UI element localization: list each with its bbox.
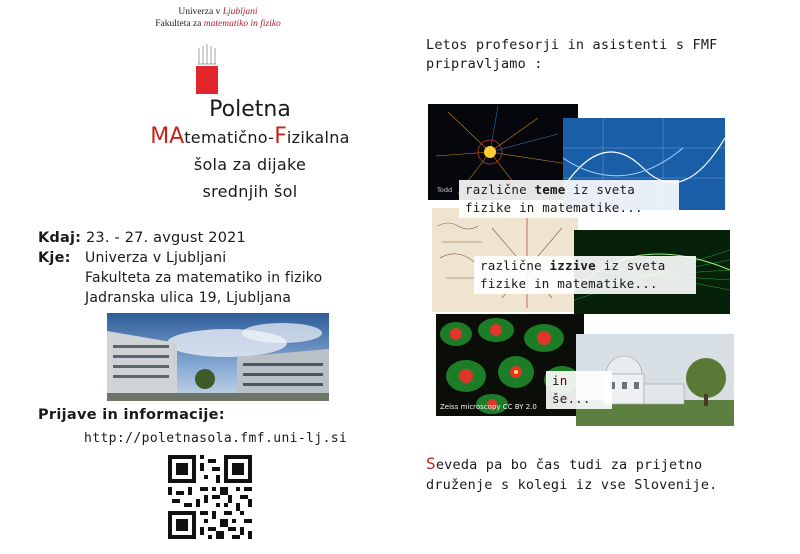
intro-line2: pripravljamo : bbox=[426, 56, 543, 72]
outro-line1: eveda pa bo čas tudi za prijetno bbox=[435, 457, 703, 473]
event-title bbox=[120, 96, 380, 205]
caption-themes-bold: teme bbox=[534, 182, 566, 197]
outro-first-letter: S bbox=[426, 454, 436, 473]
where-line-1: Univerza v Ljubljani bbox=[85, 250, 227, 266]
intro-text bbox=[426, 36, 766, 74]
uni-line1-italic: Ljubljani bbox=[222, 7, 258, 17]
caption-challenges-bold: izzive bbox=[549, 258, 596, 273]
title-line3: šola za dijake bbox=[193, 155, 307, 174]
where-line-3: Jadranska ulica 19, Ljubljana bbox=[85, 290, 292, 306]
outro-text bbox=[426, 454, 717, 495]
caption-challenges bbox=[474, 256, 696, 294]
title-red-f: F bbox=[274, 124, 287, 149]
when-row bbox=[38, 228, 246, 248]
outro-line2: druženje s kolegi iz vse Slovenije. bbox=[426, 477, 718, 493]
caption-themes-text-a: različne bbox=[465, 182, 535, 197]
caption-themes-text-b: iz sveta bbox=[565, 182, 635, 197]
microscopy-image-credit: Zeiss microscopy CC BY 2.0 bbox=[440, 403, 537, 411]
qr-code bbox=[168, 455, 252, 539]
title-line4: srednjih šol bbox=[202, 182, 298, 201]
registration-url-link[interactable]: http://poletnasola.fmf.uni-lj.si bbox=[84, 431, 348, 446]
where-line-2: Fakulteta za matematiko in fiziko bbox=[85, 270, 323, 286]
title-red-ma: MA bbox=[150, 124, 185, 149]
particle-image-credit: Todd bbox=[437, 186, 453, 194]
caption-and-more: in še... bbox=[546, 371, 612, 409]
caption-themes-line2: fizike in matematike... bbox=[465, 200, 643, 215]
title-end: izikalna bbox=[286, 128, 350, 147]
uni-line2: Fakulteta za bbox=[155, 19, 204, 29]
caption-themes bbox=[459, 180, 679, 218]
uni-line2-italic: matematiko in fiziko bbox=[203, 19, 281, 29]
when-label: Kdaj: bbox=[38, 230, 82, 246]
where-label-row bbox=[38, 248, 71, 268]
where-label: Kje: bbox=[38, 250, 71, 266]
campus-photo bbox=[107, 313, 329, 401]
registration-label: Prijave in informacije: bbox=[38, 407, 225, 423]
where-address bbox=[85, 248, 322, 308]
title-line1: Poletna bbox=[209, 97, 291, 122]
caption-challenges-text-a: različne bbox=[480, 258, 550, 273]
caption-challenges-text-b: iz sveta bbox=[595, 258, 666, 273]
uni-line1: Univerza v bbox=[178, 7, 223, 17]
university-header bbox=[143, 6, 293, 30]
when-value: 23. - 27. avgust 2021 bbox=[85, 230, 246, 246]
intro-line1: Letos profesorji in asistenti s FMF bbox=[426, 37, 718, 53]
title-mid: tematično- bbox=[184, 128, 275, 147]
caption-challenges-line2: fizike in matematike... bbox=[480, 276, 658, 291]
faculty-crest-logo bbox=[196, 44, 218, 94]
